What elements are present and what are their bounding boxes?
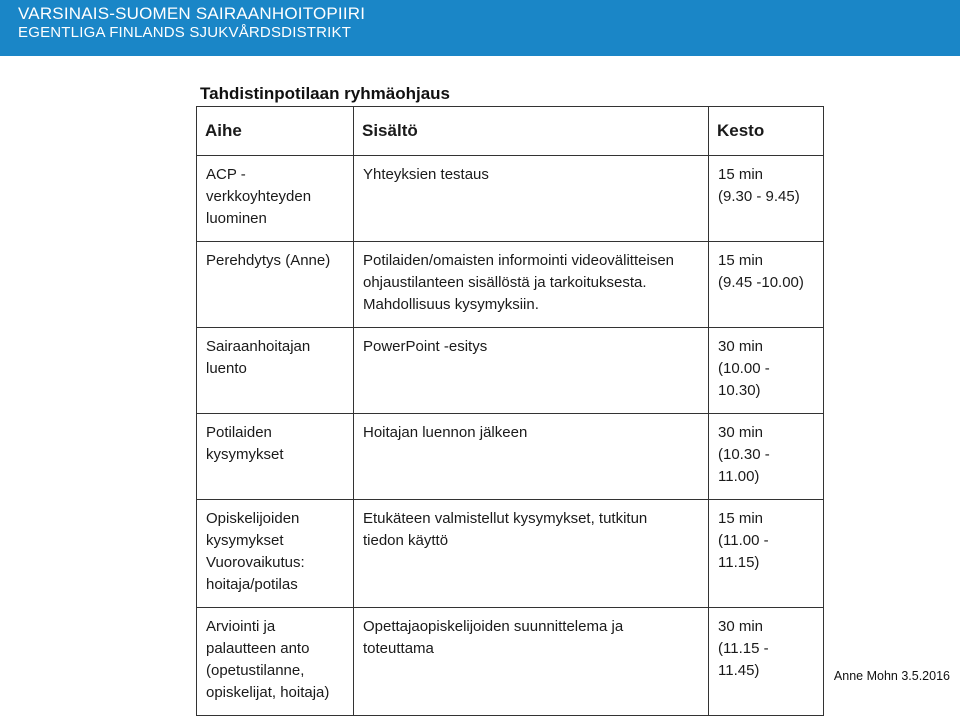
table-row (197, 156, 824, 242)
page-title: Tahdistinpotilaan ryhmäohjaus (200, 84, 450, 103)
table-row (197, 500, 824, 608)
cell-sisalto (354, 414, 709, 500)
table-row (197, 242, 824, 328)
cell-aihe (197, 500, 354, 608)
cell-text: ACP - verkkoyhteyden luominen (206, 166, 312, 227)
cell-text: Potilaiden kysymykset (206, 424, 284, 463)
table-header-row (197, 107, 824, 156)
cell-text: 30 min (10.30 - 11.00) (718, 424, 770, 485)
org-name-swedish: EGENTLIGA FINLANDS SJUKVÅRDSDISTRIKT (18, 24, 352, 41)
cell-kesto (709, 414, 824, 500)
cell-sisalto (354, 328, 709, 414)
cell-text: Opiskelijoiden kysymykset Vuorovaikutus: hoitaja/potilas (206, 510, 305, 593)
column-header-aihe: Aihe (197, 107, 354, 156)
cell-aihe (197, 156, 354, 242)
cell-text: Sairaanhoitajan luento (206, 338, 311, 377)
cell-kesto (709, 328, 824, 414)
cell-text: Potilaiden/omaisten informointi videovälitteisen ohjaustilanteen sisällöstä ja tarkoituksesta. Mahdollisuus kysymyksiin. (363, 252, 675, 313)
cell-text: Perehdytys (Anne) (206, 252, 331, 269)
table-row (197, 608, 824, 716)
cell-text: 15 min (9.30 - 9.45) (718, 166, 800, 205)
cell-sisalto (354, 608, 709, 716)
header-band (0, 0, 960, 56)
cell-kesto (709, 500, 824, 608)
cell-text: Etukäteen valmistellut kysymykset, tutkitun tiedon käyttö (363, 510, 648, 549)
cell-aihe (197, 242, 354, 328)
column-header-kesto: Kesto (709, 107, 824, 156)
cell-text: PowerPoint -esitys (363, 338, 488, 355)
cell-sisalto (354, 242, 709, 328)
cell-sisalto (354, 500, 709, 608)
cell-kesto (709, 608, 824, 716)
cell-sisalto (354, 156, 709, 242)
table-row (197, 328, 824, 414)
org-name-finnish: VARSINAIS-SUOMEN SAIRAANHOITOPIIRI (18, 4, 366, 23)
author-date-note: Anne Mohn 3.5.2016 (833, 669, 950, 683)
cell-text: 15 min (11.00 - 11.15) (718, 510, 769, 571)
cell-text: Arviointi ja palautteen anto (opetustilanne, opiskelijat, hoitaja) (206, 618, 330, 701)
schedule-table (196, 106, 824, 716)
cell-aihe (197, 328, 354, 414)
column-header-sisalto: Sisältö (354, 107, 709, 156)
cell-aihe (197, 414, 354, 500)
table-row (197, 414, 824, 500)
cell-text: 30 min (10.00 - 10.30) (718, 338, 770, 399)
cell-kesto (709, 242, 824, 328)
cell-aihe (197, 608, 354, 716)
cell-text: 15 min (9.45 -10.00) (718, 252, 804, 291)
cell-text: Yhteyksien testaus (363, 166, 489, 183)
cell-text: 30 min (11.15 - 11.45) (718, 618, 769, 679)
cell-text: Opettajaopiskelijoiden suunnittelema ja toteuttama (363, 618, 624, 657)
cell-text: Hoitajan luennon jälkeen (363, 424, 528, 441)
cell-kesto (709, 156, 824, 242)
